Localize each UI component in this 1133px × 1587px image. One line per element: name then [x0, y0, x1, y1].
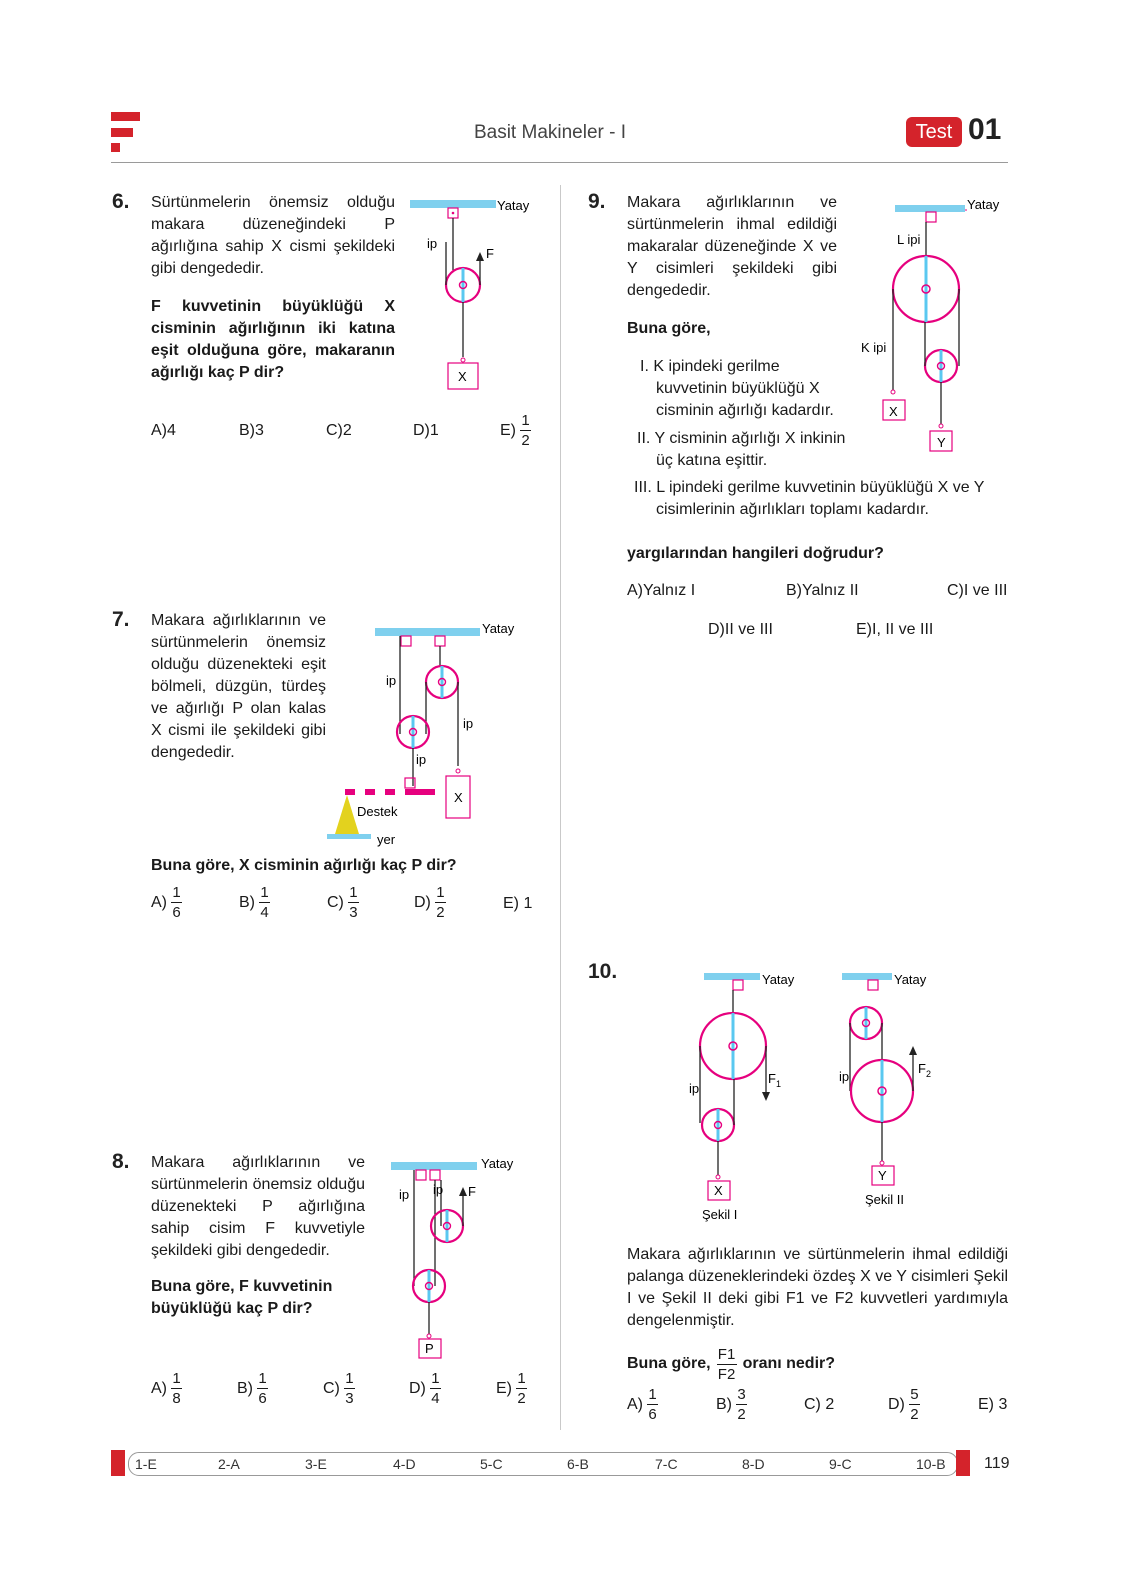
- q7-ip-label-bottom: ip: [416, 752, 427, 767]
- q7-option-e[interactable]: E) 1: [503, 895, 533, 912]
- q8-box-label: P: [425, 1341, 434, 1356]
- q6-force-label: F: [486, 246, 494, 261]
- answer-4: 4-D: [393, 1456, 416, 1472]
- q10-yatay-label-2: Yatay: [894, 972, 927, 987]
- answer-3: 3-E: [305, 1456, 327, 1472]
- footer-left-block: [111, 1450, 125, 1476]
- answer-10: 10-B: [916, 1456, 946, 1472]
- q8-option-e[interactable]: E) $\frac{1}{2}$: [496, 1370, 526, 1407]
- footer-right-block: [956, 1450, 970, 1476]
- q7-option-a[interactable]: A) $\frac{1}{6}$: [151, 884, 181, 921]
- q9-statement-1: I. K ipindeki gerilme kuvvetinin büyüklüğü X cisminin ağırlığı kadardır.: [640, 358, 834, 419]
- q6-ip-label: ip: [427, 236, 438, 251]
- q10-options: [627, 1386, 1012, 1430]
- q9-box-y-label: Y: [937, 435, 946, 450]
- answer-7: 7-C: [655, 1456, 678, 1472]
- publisher-logo: [111, 112, 141, 152]
- column-divider: [560, 185, 561, 1430]
- q7-question: Buna göre, X cisminin ağırlığı kaç P dir?: [151, 857, 457, 874]
- q6-number: 6.: [112, 190, 130, 213]
- q6-option-a[interactable]: A) 4: [151, 422, 176, 439]
- q9-number: 9.: [588, 190, 606, 213]
- q8-option-a[interactable]: A) $\frac{1}{8}$: [151, 1370, 181, 1407]
- q7-yatay-label: Yatay: [482, 621, 515, 636]
- q10-option-e[interactable]: E) 3: [978, 1396, 1008, 1413]
- q10-ip-label-1: ip: [689, 1081, 700, 1096]
- q9-statement-2: II. Y cisminin ağırlığı X inkinin üç katına eşittir.: [637, 430, 846, 469]
- q10-box-x-label: X: [714, 1183, 723, 1198]
- header-divider: [111, 162, 1008, 163]
- q8-text: Makara ağırlıklarının ve sürtünmelerin önemsiz olduğu düzenekteki P ağırlığına sahip cisim F kuvvetiyle şekildeki gibi dengededir.: [151, 1154, 365, 1259]
- q10-number: 10.: [588, 960, 618, 983]
- q7-number: 7.: [112, 608, 130, 631]
- test-number: 01: [968, 113, 1002, 146]
- q9-option-b[interactable]: B) Yalnız II: [786, 582, 859, 599]
- q7-box-label: X: [454, 790, 463, 805]
- q6-yatay-label: Yatay: [497, 198, 530, 213]
- q10-option-a[interactable]: A) $\frac{1}{6}$: [627, 1386, 657, 1423]
- q10-sekil2-label: Şekil II: [865, 1192, 905, 1207]
- q8-option-c[interactable]: C) $\frac{1}{3}$: [323, 1370, 354, 1407]
- q6-figure: [405, 192, 545, 397]
- q8-figure: [385, 1152, 545, 1364]
- q8-ip-label-right: ip: [433, 1182, 444, 1197]
- answer-5: 5-C: [480, 1456, 503, 1472]
- q10-option-d[interactable]: D) $\frac{5}{2}$: [888, 1386, 919, 1423]
- q7-option-b[interactable]: B) $\frac{1}{4}$: [239, 884, 269, 921]
- q10-text: Makara ağırlıklarının ve sürtünmelerin ihmal edildiği palanga düzeneklerindeki özdeş X ve Y cisimleri Şekil I ve Şekil II deki gibi F1 ve F2 kuvvetleri yardımıyla dengelenmiştir.: [627, 1246, 1008, 1329]
- q10-f2-label: $F_2$: [918, 1061, 931, 1079]
- q9-box-x-label: X: [889, 404, 898, 419]
- q6-option-d[interactable]: D) 1: [413, 422, 439, 439]
- q9-option-e[interactable]: E) I, II ve III: [856, 621, 934, 638]
- q7-ip-label-right: ip: [463, 716, 474, 731]
- q10-option-c[interactable]: C) 2: [804, 1396, 835, 1413]
- q8-option-b[interactable]: B) $\frac{1}{6}$: [237, 1370, 267, 1407]
- q8-yatay-label: Yatay: [481, 1156, 514, 1171]
- answer-6: 6-B: [567, 1456, 589, 1472]
- page-number: 119: [984, 1455, 1010, 1472]
- q10-figure: [680, 965, 970, 1230]
- q8-question: Buna göre, F kuvvetinin büyüklüğü kaç P dir?: [151, 1278, 333, 1317]
- q10-question: Buna göre, $\frac{F1}{F2}$ oranı nedir?: [627, 1345, 836, 1383]
- q7-text: Makara ağırlıklarının ve sürtünmelerin önemsiz olduğu düzenekteki eşit bölmeli, düzgün, türdeş ve ağırlığı P olan kalas X cismi ile şekildeki gibi dengededir.: [151, 612, 326, 761]
- q6-option-e[interactable]: E) $\frac{1}{2}$: [500, 412, 530, 449]
- q9-option-c[interactable]: C) I ve III: [947, 582, 1008, 599]
- test-badge: Test: [906, 117, 962, 147]
- q8-ip-label-left: ip: [399, 1187, 410, 1202]
- q8-force-label: F: [468, 1184, 476, 1199]
- q7-options: [151, 884, 541, 928]
- q9-statement-3: III. L ipindeki gerilme kuvvetinin büyüklüğü X ve Y cisimlerinin ağırlıkları toplamı kadardır.: [634, 479, 985, 518]
- q9-option-d[interactable]: D) II ve III: [708, 621, 773, 638]
- q7-option-c[interactable]: C) $\frac{1}{3}$: [327, 884, 358, 921]
- q6-option-b[interactable]: B) 3: [239, 422, 264, 439]
- q7-figure: [325, 616, 545, 848]
- q6-option-c[interactable]: C) 2: [326, 422, 352, 439]
- q9-text: Makara ağırlıklarının ve sürtünmelerin ihmal edildiği makaralar düzeneğinde X ve Y cisimleri şekildeki gibi dengededir.: [627, 194, 837, 299]
- q10-box-y-label: Y: [878, 1168, 887, 1183]
- q9-l-ipi-label: L ipi: [897, 232, 921, 247]
- q10-sekil1-label: Şekil I: [702, 1207, 738, 1222]
- q10-ip-label-2: ip: [839, 1069, 850, 1084]
- q9-yatay-label: Yatay: [967, 197, 1000, 212]
- q8-number: 8.: [112, 1150, 130, 1173]
- q9-question: yargılarından hangileri doğrudur?: [627, 545, 884, 562]
- q6-box-label: X: [458, 369, 467, 384]
- q10-yatay-label-1: Yatay: [762, 972, 795, 987]
- answer-9: 9-C: [829, 1456, 852, 1472]
- q7-option-d[interactable]: D) $\frac{1}{2}$: [414, 884, 445, 921]
- answer-2: 2-A: [218, 1456, 240, 1472]
- answer-1: 1-E: [135, 1456, 157, 1472]
- q8-options: [151, 1370, 541, 1414]
- answer-8: 8-D: [742, 1456, 765, 1472]
- page-title: Basit Makineler - I: [473, 122, 627, 143]
- q6-options: [151, 412, 541, 456]
- q7-yer-label: yer: [377, 832, 396, 847]
- q8-option-d[interactable]: D) $\frac{1}{4}$: [409, 1370, 440, 1407]
- q6-text: Sürtünmelerin önemsiz olduğu makara düzeneğindeki P ağırlığına sahip X cismi şekildeki gibi dengededir.: [151, 194, 395, 277]
- q9-lead: Buna göre,: [627, 320, 711, 337]
- q9-k-ipi-label: K ipi: [861, 340, 887, 355]
- q9-figure: [855, 192, 1015, 454]
- q9-option-a[interactable]: A) Yalnız I: [627, 582, 696, 599]
- q6-question: F kuvvetinin büyüklüğü X cisminin ağırlığının iki katına eşit olduğuna göre, makaranın ağırlığı kaç P dir?: [151, 298, 395, 381]
- q7-destek-label: Destek: [357, 804, 398, 819]
- q10-f1-label: $F_1$: [768, 1071, 781, 1089]
- q10-option-b[interactable]: B) $\frac{3}{2}$: [716, 1386, 746, 1423]
- q7-ip-label-left: ip: [386, 673, 397, 688]
